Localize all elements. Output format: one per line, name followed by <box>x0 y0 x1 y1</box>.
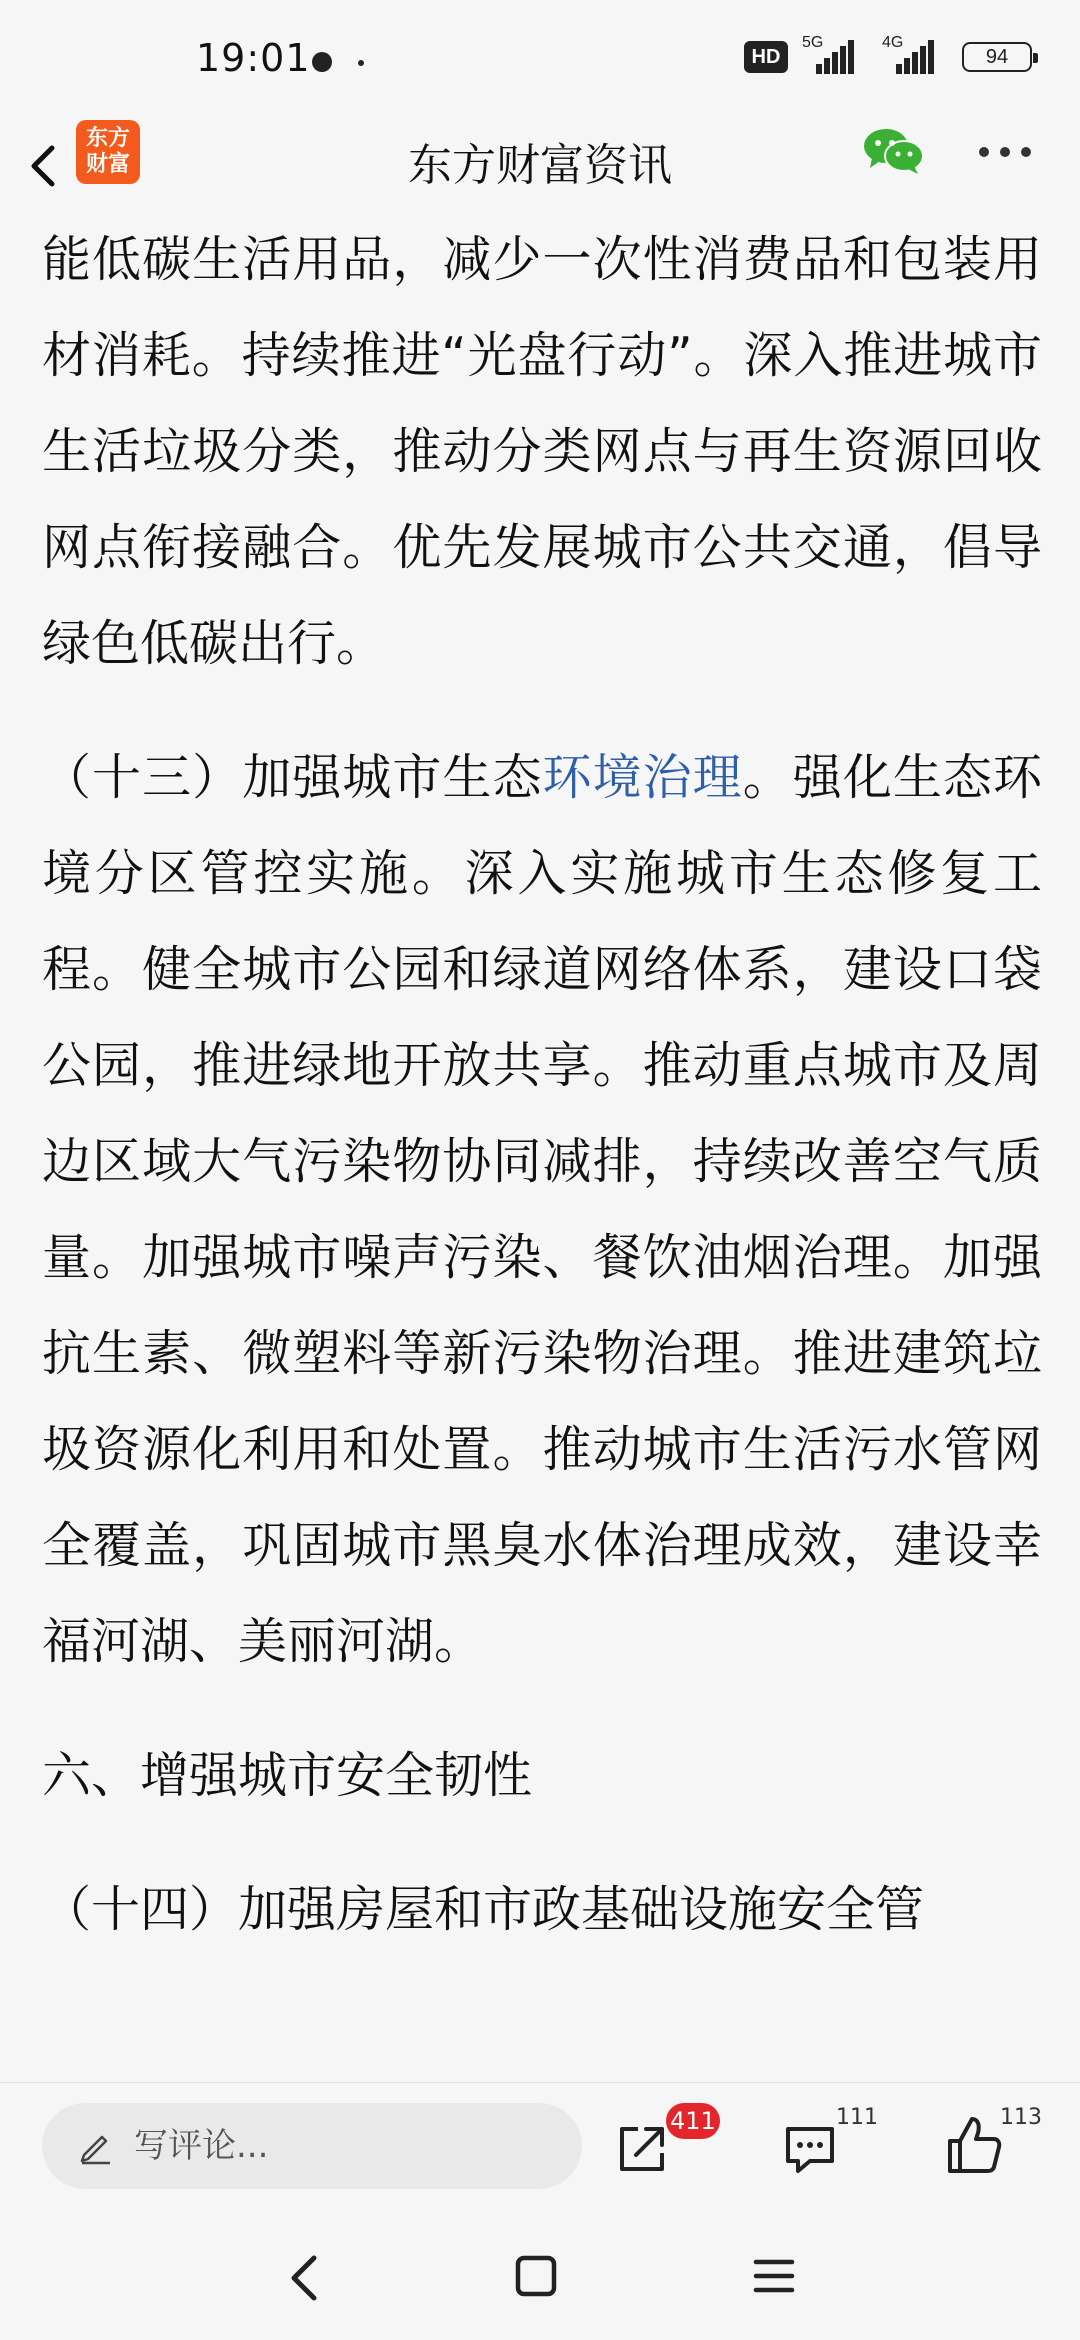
pencil-icon <box>76 2125 116 2165</box>
system-nav-bar <box>0 2216 1080 2340</box>
signal-4g-icon: 4G <box>882 40 948 74</box>
nav-menu-icon[interactable] <box>752 2254 796 2298</box>
comment-count: 111 <box>836 2105 878 2130</box>
status-indicators <box>744 34 1032 74</box>
section-heading: 六、增强城市安全韧性 <box>42 1747 533 1804</box>
article-paragraph-2 <box>42 730 1042 1690</box>
notification-dot-icon <box>358 60 364 66</box>
article-paragraph-4: （十四）加强房屋和市政基础设施安全管 <box>42 1881 925 1938</box>
paragraph-text: （十三）加强城市生态 <box>42 749 543 806</box>
comment-input[interactable] <box>42 2103 582 2189</box>
logo-line2: 财富 <box>85 152 130 177</box>
like-count: 113 <box>1000 2105 1042 2130</box>
paragraph-text: 。强化生态环境分区管控实施。深入实施城市生态修复工程。健全城市公园和绿道网络体系，建设口袋公园，推进绿地开放共享。推动重点城市及周边区域大气污染物协同减排，持续改善空气质量。加强城市噪声污染、餐饮油烟治理。加强抗生素、微塑料等新污染物治理。推进建筑垃圾资源化利用和处置。推动城市生活污水管网全覆盖，巩固城市黑臭水体治理成效，建设幸福河湖、美丽河湖。 <box>42 749 1042 1670</box>
nav-back-icon[interactable] <box>284 2252 324 2304</box>
environment-governance-link[interactable]: 环境治理 <box>542 749 743 806</box>
nav-home-icon[interactable] <box>514 2254 558 2298</box>
status-time: 19:01 <box>196 36 311 80</box>
notification-icon <box>312 52 332 72</box>
article-body <box>42 212 1042 2082</box>
share-icon[interactable] <box>612 2119 672 2179</box>
comments-icon[interactable] <box>780 2119 840 2179</box>
more-options-icon[interactable] <box>978 146 1032 158</box>
article-paragraph-1 <box>42 212 1042 692</box>
page-title: 东方财富资讯 <box>408 140 672 191</box>
comment-placeholder: 写评论... <box>134 2126 269 2166</box>
thumbs-up-icon[interactable] <box>944 2113 1004 2177</box>
app-logo[interactable] <box>76 120 140 184</box>
battery-icon <box>962 42 1032 72</box>
back-arrow-icon[interactable] <box>18 140 70 192</box>
paragraph-text: 能低碳生活用品，减少一次性消费品和包装用材消耗。持续推进“光盘行动”。深入推进城市生活垃圾分类，推动分类网点与再生资源回收网点衔接融合。优先发展城市公共交通，倡导绿色低碳出行。 <box>42 231 1042 672</box>
hd-voice-icon: HD <box>744 41 788 73</box>
battery-level: 94 <box>985 45 1009 68</box>
status-bar <box>0 0 1080 122</box>
action-bar <box>0 2082 1080 2217</box>
signal-5g-icon: 5G <box>802 40 868 74</box>
logo-line1: 东方 <box>85 126 130 151</box>
wechat-share-icon[interactable] <box>862 126 924 176</box>
share-count-badge: 411 <box>666 2103 720 2139</box>
app-header <box>0 122 1080 212</box>
